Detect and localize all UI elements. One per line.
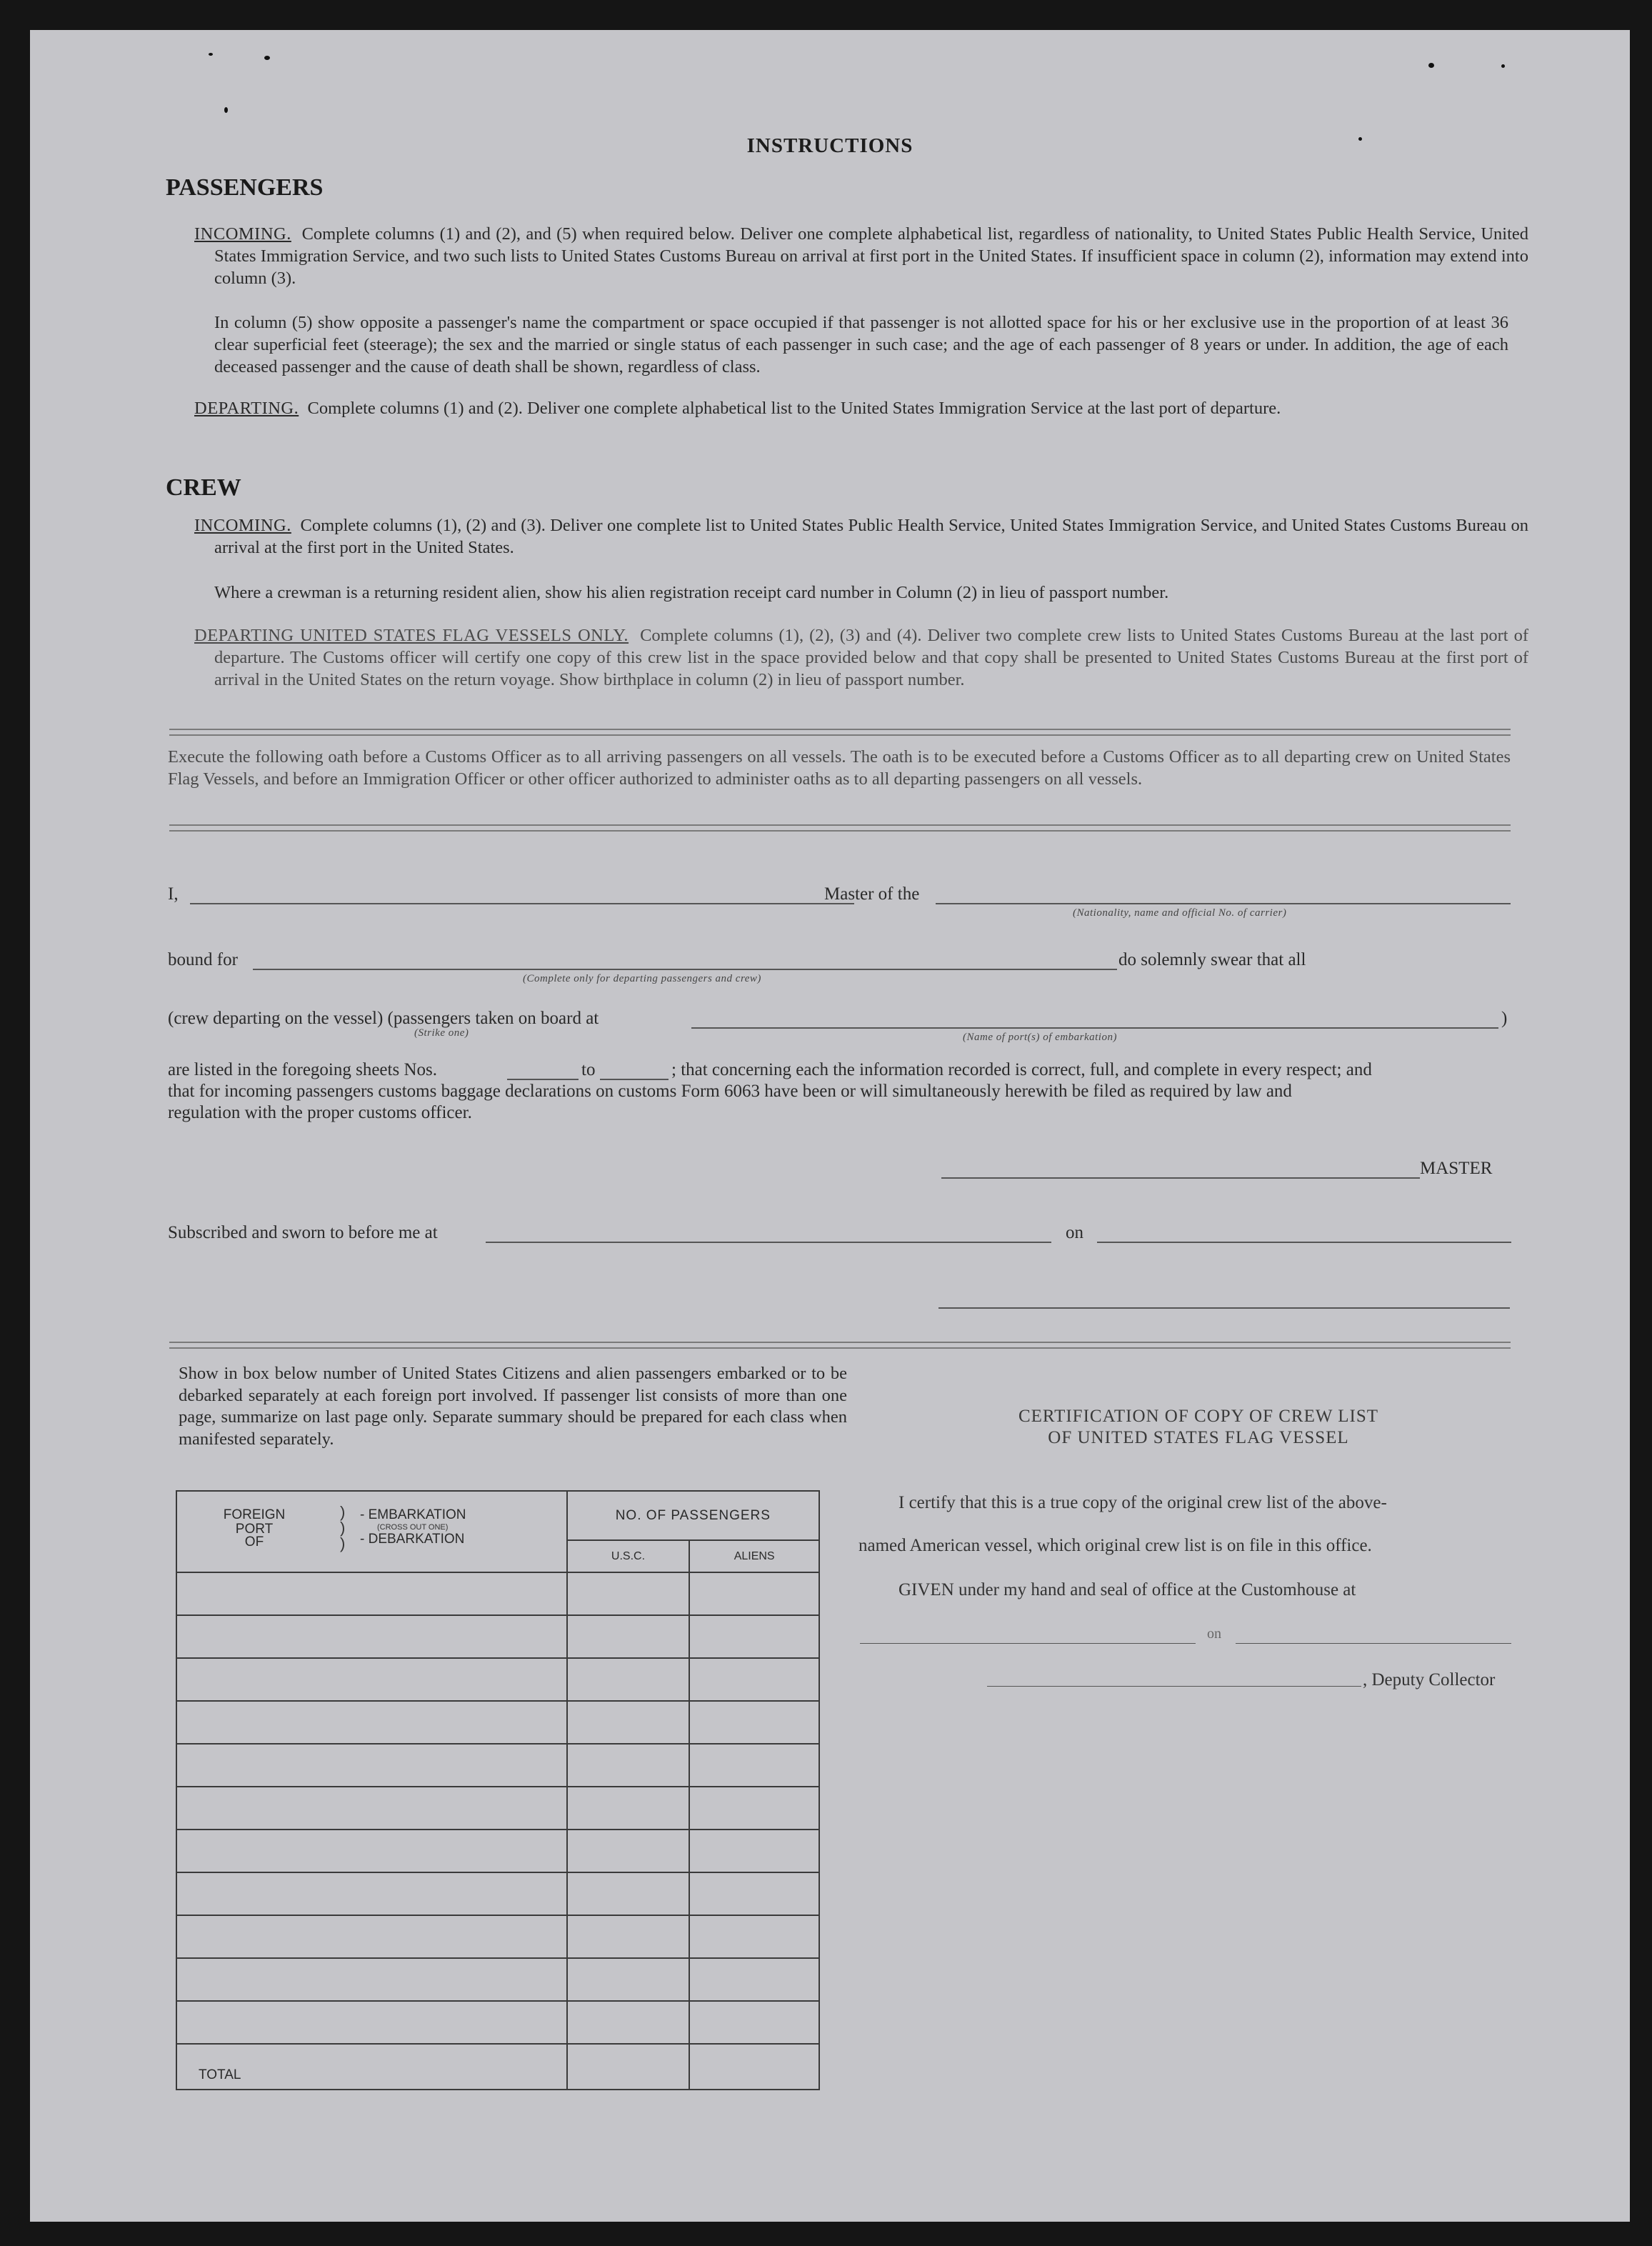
aliens-cell[interactable] (689, 1615, 819, 1658)
sheet-from-field[interactable] (507, 1079, 579, 1080)
strike-one-caption: (Strike one) (414, 1027, 469, 1039)
certification-on-label: on (1207, 1626, 1221, 1642)
passengers-incoming-text: Complete columns (1) and (2), and (5) when required below. Deliver one complete alphabetical list, regardless of nationality, to United States Public Health Service, United States Immigration Service, and two such lists to United States Customs Bureau on arrival at first port in the United States. If insufficient space in column (2), information may extend into column (3). (214, 224, 1529, 288)
aliens-cell[interactable] (689, 2001, 819, 2044)
port-cell[interactable] (176, 1787, 567, 1830)
usc-cell[interactable] (567, 1830, 690, 1872)
embarkation-port-field[interactable] (691, 1027, 1498, 1029)
usc-cell[interactable] (567, 1615, 690, 1658)
foreign-label: FOREIGN (223, 1507, 286, 1522)
section-heading-passengers: PASSENGERS (166, 174, 324, 201)
foreign-port-header (211, 1507, 297, 1549)
deputy-collector-label: , Deputy Collector (1363, 1670, 1496, 1690)
subscribed-label: Subscribed and sworn to before me at (168, 1223, 438, 1242)
sheet-to-field[interactable] (600, 1079, 669, 1080)
bound-for-field[interactable] (253, 969, 1117, 970)
summary-instructions: Show in box below number of United States Citizens and alien passengers embarked or to be debarked separately at each foreign port involved. If passenger list consists of more than one page, summarize on last page only. Separate summary should be prepared for each class when manifested separately. (179, 1364, 847, 1449)
carrier-field[interactable] (936, 903, 1511, 904)
aliens-cell[interactable] (689, 1572, 819, 1615)
total-label-cell (176, 2044, 567, 2090)
master-signature-field[interactable] (941, 1177, 1420, 1179)
passengers-departing-label: DEPARTING. (194, 399, 299, 418)
aliens-cell[interactable] (689, 1830, 819, 1872)
section-divider (169, 824, 1511, 832)
master-signature-label: MASTER (1420, 1159, 1493, 1178)
passengers-departing-paragraph (194, 397, 1528, 419)
aliens-total-cell[interactable] (689, 2044, 819, 2090)
scan-speck (1501, 64, 1505, 68)
crew-incoming-text: Complete columns (1), (2) and (3). Deliver one complete list to United States Public Health Service, United States Immigration Service, and United States Customs Bureau on arrival at the first port in the United States. (214, 516, 1529, 557)
usc-cell[interactable] (567, 1701, 690, 1744)
aliens-cell[interactable] (689, 1701, 819, 1744)
total-label: TOTAL (199, 2067, 241, 2082)
of-label: OF (244, 1534, 264, 1549)
sworn-date-field[interactable] (1097, 1242, 1511, 1243)
do-solemnly-label: do solemnly swear that all (1118, 950, 1306, 969)
customhouse-field[interactable] (860, 1643, 1196, 1644)
crew-departing-text: Complete columns (1), (2), (3) and (4). Deliver two complete crew lists to United States Customs Bureau at the last port of departure. The Customs officer will certify one copy of this crew list in the space provided below and that copy shall be presented to United States Customs Bureau at the first port of arrival in the United States on the return voyage. Show birthplace in column (2) in lieu of passport number. (214, 626, 1528, 689)
usc-cell[interactable] (567, 1572, 690, 1615)
crew-departing-label: (crew departing on the vessel) (passengers taken on board at (168, 1009, 599, 1028)
scan-speck (1428, 63, 1434, 68)
aliens-cell[interactable] (689, 1958, 819, 2001)
cross-out-label: (CROSS OUT ONE) (377, 1523, 449, 1532)
port-cell[interactable] (176, 1701, 567, 1744)
crew-departing-label: DEPARTING UNITED STATES FLAG VESSELS ONLY. (194, 626, 629, 645)
usc-cell[interactable] (567, 1744, 690, 1787)
listed-statement-3: regulation with the proper customs officer. (168, 1103, 472, 1122)
bound-for-caption: (Complete only for departing passengers and crew) (523, 973, 761, 984)
listed-statement-1: ; that concerning each the information recorded is correct, full, and complete in every respect; and (671, 1060, 1372, 1079)
usc-cell[interactable] (567, 2001, 690, 2044)
port-cell[interactable] (176, 1572, 567, 1615)
section-divider (169, 1342, 1511, 1349)
port-cell[interactable] (176, 2001, 567, 2044)
section-divider (169, 729, 1511, 736)
aliens-cell[interactable] (689, 1787, 819, 1830)
form-page (30, 30, 1630, 2222)
passenger-summary-table (176, 1490, 820, 2090)
nationality-caption: (Nationality, name and official No. of carrier) (1073, 907, 1287, 919)
aliens-cell[interactable] (689, 1744, 819, 1787)
port-label: PORT (235, 1522, 274, 1537)
certification-text-2: named American vessel, which original crew list is on file in this office. (858, 1536, 1372, 1555)
aliens-header: ALIENS (689, 1540, 819, 1572)
officer-signature-field[interactable] (938, 1307, 1510, 1309)
port-caption: (Name of port(s) of embarkation) (963, 1032, 1117, 1043)
passengers-column5-paragraph: In column (5) show opposite a passenger's name the compartment or space occupied if that passenger is not allotted space for his or her exclusive use in the proportion of at least 36 clear superficial feet (steerage); the sex and the married or single status of each passenger in such case; and the age of each passenger of 8 years or under. In addition, the age of each deceased passenger and the cause of death shall be shown, regardless of class. (214, 313, 1508, 376)
master-of-the-label: Master of the (824, 884, 920, 904)
oath-instructions: Execute the following oath before a Customs Officer as to all arriving passengers on all vessels. The oath is to be executed before a Customs Officer as to all departing crew on United States Flag Vessels, and before an Immigration Officer or other officer authorized to administer oaths as to all departing passengers on all vessels. (168, 747, 1511, 789)
aliens-cell[interactable] (689, 1658, 819, 1701)
certification-title (884, 1406, 1513, 1449)
scan-speck (209, 53, 213, 56)
deputy-collector-signature-field[interactable] (987, 1686, 1361, 1687)
debarkation-label: - DEBARKATION (360, 1532, 465, 1547)
certification-text-1: I certify that this is a true copy of the original crew list of the above- (898, 1493, 1387, 1512)
port-cell[interactable] (176, 1915, 567, 1958)
usc-cell[interactable] (567, 1872, 690, 1915)
scan-speck (224, 107, 228, 113)
usc-cell[interactable] (567, 1915, 690, 1958)
bound-for-label: bound for (168, 950, 238, 969)
crew-incoming-label: INCOMING. (194, 516, 291, 535)
certification-date-field[interactable] (1236, 1643, 1511, 1644)
port-cell[interactable] (176, 1830, 567, 1872)
listed-statement-2: that for incoming passengers customs baggage declarations on customs Form 6063 have been or will simultaneously herewith be filed as required by law and (168, 1082, 1292, 1101)
oath-i-label: I, (168, 884, 179, 904)
crew-resident-paragraph: Where a crewman is a returning resident alien, show his alien registration receipt card number in Column (2) in lieu of passport number. (214, 583, 1169, 602)
usc-header: U.S.C. (567, 1540, 690, 1572)
embarkation-label: - EMBARKATION (360, 1507, 466, 1522)
port-cell[interactable] (176, 1872, 567, 1915)
close-paren: ) (1501, 1009, 1508, 1028)
passengers-departing-text: Complete columns (1) and (2). Deliver one complete alphabetical list to the United States Immigration Service at the last port of departure. (307, 399, 1281, 418)
aliens-cell[interactable] (689, 1915, 819, 1958)
sworn-on-label: on (1066, 1223, 1083, 1242)
certification-title-line-2: OF UNITED STATES FLAG VESSEL (1048, 1428, 1349, 1447)
port-cell[interactable] (176, 1744, 567, 1787)
port-header-cell (176, 1491, 567, 1572)
page-title: INSTRUCTIONS (746, 134, 913, 157)
crew-incoming-paragraph (194, 514, 1528, 559)
master-name-field[interactable] (190, 903, 854, 904)
port-cell[interactable] (176, 1615, 567, 1658)
port-cell[interactable] (176, 1658, 567, 1701)
usc-total-cell[interactable] (567, 2044, 690, 2090)
passengers-incoming-paragraph (194, 223, 1528, 289)
brace-icon: ) ) ) (340, 1503, 346, 1552)
crew-departing-paragraph (194, 624, 1528, 691)
sworn-place-field[interactable] (486, 1242, 1051, 1243)
no-of-passengers-header: NO. OF PASSENGERS (567, 1491, 819, 1540)
scan-speck (264, 56, 270, 60)
usc-cell[interactable] (567, 1787, 690, 1830)
aliens-cell[interactable] (689, 1872, 819, 1915)
listed-sheets-label: are listed in the foregoing sheets Nos. (168, 1060, 437, 1079)
certification-text-3: GIVEN under my hand and seal of office at the Customhouse at (898, 1580, 1356, 1599)
usc-cell[interactable] (567, 1658, 690, 1701)
passengers-incoming-label: INCOMING. (194, 224, 291, 244)
usc-cell[interactable] (567, 1958, 690, 2001)
port-cell[interactable] (176, 1958, 567, 2001)
section-heading-crew: CREW (166, 474, 241, 501)
listed-to-label: to (581, 1060, 596, 1079)
certification-title-line-1: CERTIFICATION OF COPY OF CREW LIST (1018, 1407, 1379, 1426)
